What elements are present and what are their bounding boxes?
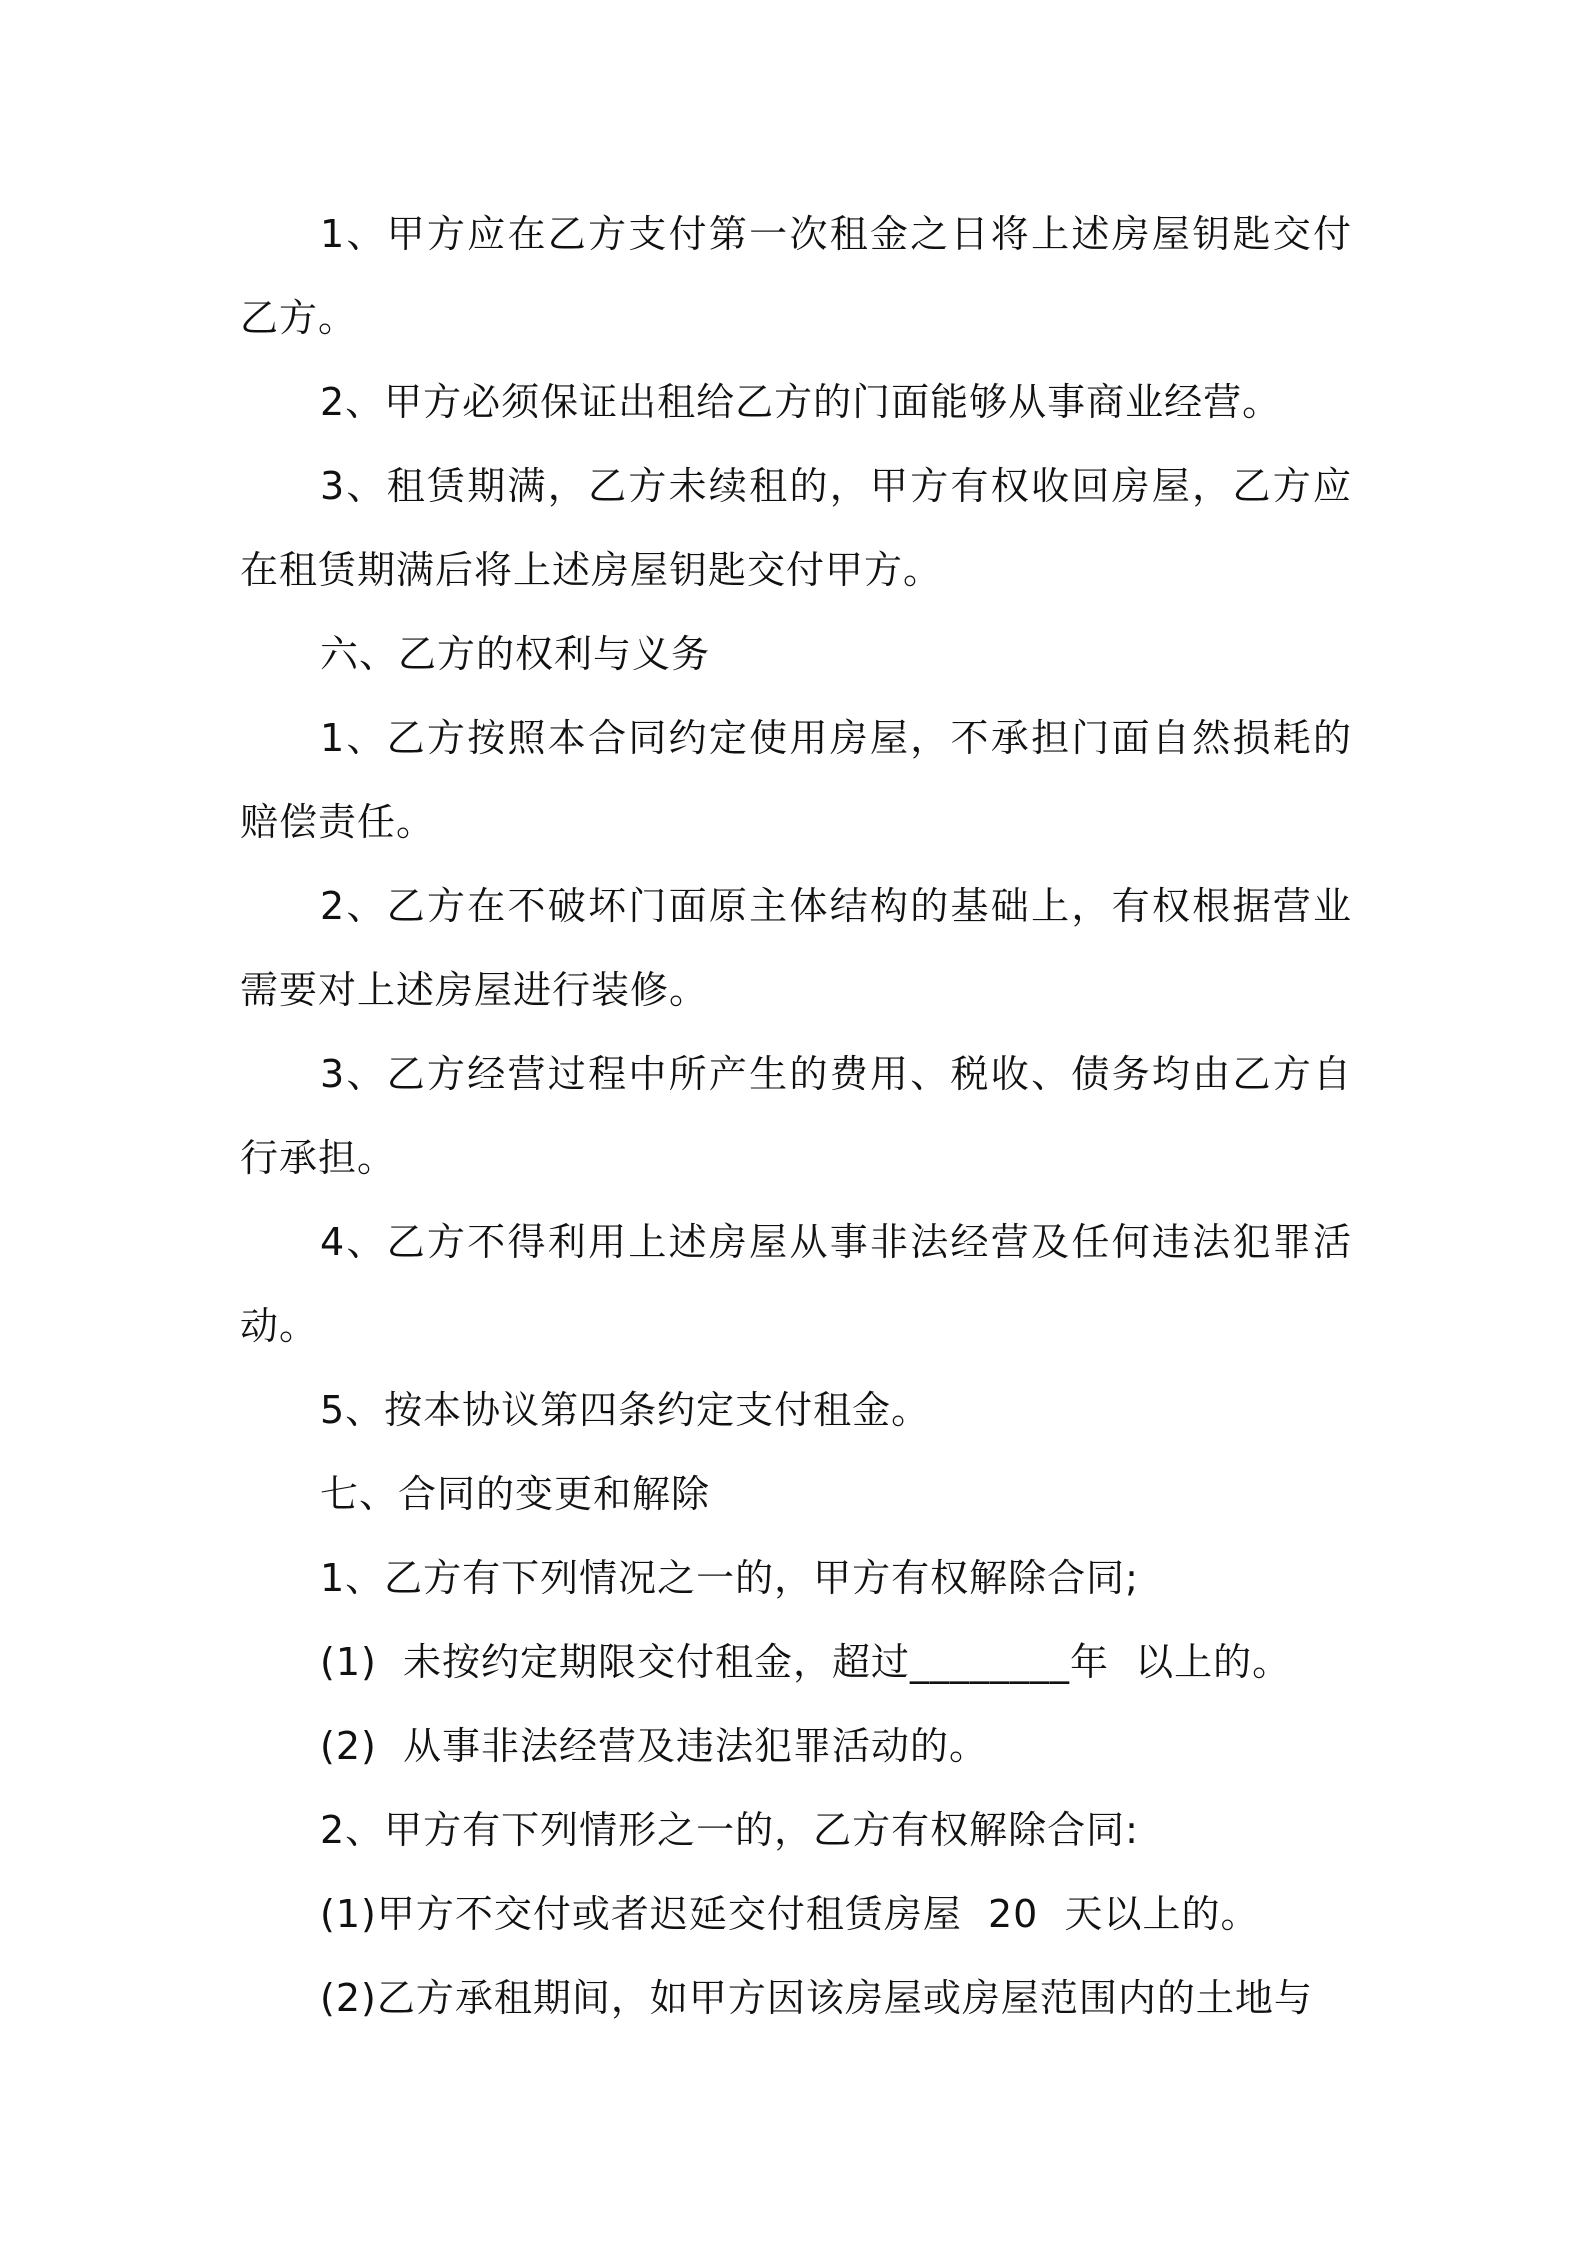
paragraph-landlord-termination: 1、乙方有下列情况之一的，甲方有权解除合同;	[320, 1556, 1139, 1600]
paragraph-land-dispute: (2)乙方承租期间，如甲方因该房屋或房屋范围内的土地与	[320, 1976, 1313, 2020]
paragraph-normal-wear: 1、乙方按照本合同约定使用房屋，不承担门面自然损耗的赔偿责任。	[240, 716, 1352, 844]
paragraph-illegal-activity: 4、乙方不得利用上述房屋从事非法经营及任何违法犯罪活动。	[240, 1220, 1352, 1348]
paragraph-delayed-delivery: (1)甲方不交付或者迟延交付租赁房屋 20 天以上的。	[320, 1892, 1260, 1936]
section-heading-six: 六、乙方的权利与义务	[320, 632, 711, 676]
paragraph-costs: 3、乙方经营过程中所产生的费用、税收、债务均由乙方自行承担。	[240, 1052, 1352, 1180]
paragraph-rent-payment: 5、按本协议第四条约定支付租金。	[320, 1388, 931, 1432]
paragraph-illegal-business: (2) 从事非法经营及违法犯罪活动的。	[320, 1724, 988, 1768]
section-heading-seven: 七、合同的变更和解除	[320, 1472, 711, 1516]
paragraph-late-rent: (1) 未按约定期限交付租金，超过________年 以上的。	[320, 1640, 1292, 1684]
paragraph-lease-expiry: 3、租赁期满，乙方未续租的，甲方有权收回房屋，乙方应在租赁期满后将上述房屋钥匙交付甲方。	[240, 464, 1352, 592]
paragraph-renovation: 2、乙方在不破坏门面原主体结构的基础上，有权根据营业需要对上述房屋进行装修。	[240, 884, 1352, 1012]
paragraph-commercial-use: 2、甲方必须保证出租给乙方的门面能够从事商业经营。	[320, 380, 1282, 424]
document-body	[240, 192, 1352, 2040]
paragraph-tenant-termination: 2、甲方有下列情形之一的，乙方有权解除合同:	[320, 1808, 1139, 1852]
paragraph-key-handover: 1、甲方应在乙方支付第一次租金之日将上述房屋钥匙交付乙方。	[240, 212, 1352, 340]
